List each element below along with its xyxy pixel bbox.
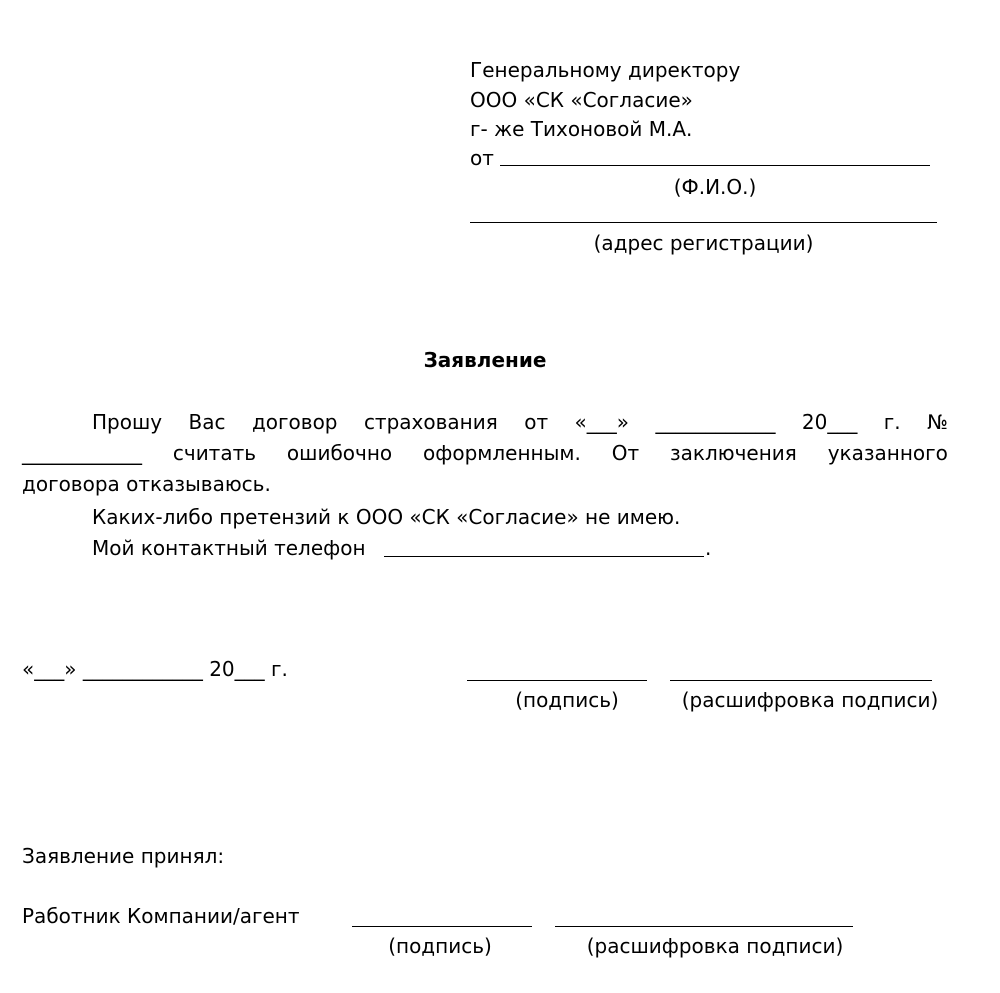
word: оформленным.	[423, 441, 581, 465]
body-paragraph-1-line-2	[22, 440, 948, 466]
employee-label: Работник Компании/агент	[22, 904, 300, 928]
signature-date-field[interactable]: «___» ____________ 20___ г.	[22, 657, 288, 681]
word: заключения	[670, 441, 797, 465]
word: страхования	[363, 410, 498, 434]
addressee-line-2: ООО «СК «Согласие»	[470, 88, 693, 112]
body-paragraph-3	[92, 535, 366, 561]
word: от	[524, 410, 549, 434]
word: Вас	[188, 410, 226, 434]
body-paragraph-1-line-1	[92, 409, 948, 435]
contract-day-field[interactable]: «___»	[574, 410, 630, 434]
address-field-line[interactable]	[470, 222, 937, 223]
word: ошибочно	[286, 441, 393, 465]
applicant-signature-caption: (подпись)	[515, 688, 619, 712]
employee-decoding-caption: (расшифровка подписи)	[586, 934, 844, 958]
applicant-decoding-line[interactable]	[670, 680, 932, 681]
word: договор	[251, 410, 338, 434]
applicant-decoding-caption: (расшифровка подписи)	[681, 688, 939, 712]
word: считать	[172, 441, 257, 465]
employee-signature-caption: (подпись)	[388, 934, 492, 958]
word: От	[611, 441, 640, 465]
employee-signature-line[interactable]	[352, 926, 532, 927]
word: Прошу	[92, 410, 163, 434]
addressee-line-1: Генеральному директору	[470, 58, 741, 82]
phone-label: Мой контактный телефон	[92, 536, 366, 560]
fio-caption: (Ф.И.О.)	[673, 175, 757, 199]
fio-field-line[interactable]	[500, 165, 930, 166]
addressee-line-3: г- же Тихоновой М.А.	[470, 117, 693, 141]
document-title: Заявление	[423, 348, 547, 372]
applicant-signature-line[interactable]	[467, 680, 647, 681]
phone-period: .	[705, 536, 712, 560]
body-paragraph-1-line-3: договора отказываюсь.	[22, 472, 271, 496]
contract-year-field[interactable]: 20___	[801, 410, 858, 434]
address-caption: (адрес регистрации)	[593, 231, 814, 255]
employee-decoding-line[interactable]	[555, 926, 853, 927]
from-label: от	[470, 146, 494, 170]
body-paragraph-2: Каких-либо претензий к ООО «СК «Согласие» не имею.	[92, 505, 681, 529]
word: указанного	[827, 441, 948, 465]
contract-month-field[interactable]: ____________	[655, 410, 776, 434]
contract-number-field[interactable]: ____________	[22, 441, 142, 465]
accepted-label: Заявление принял:	[22, 844, 225, 868]
word: г.	[883, 410, 901, 434]
phone-field-line[interactable]	[384, 556, 704, 557]
word: №	[927, 410, 948, 434]
